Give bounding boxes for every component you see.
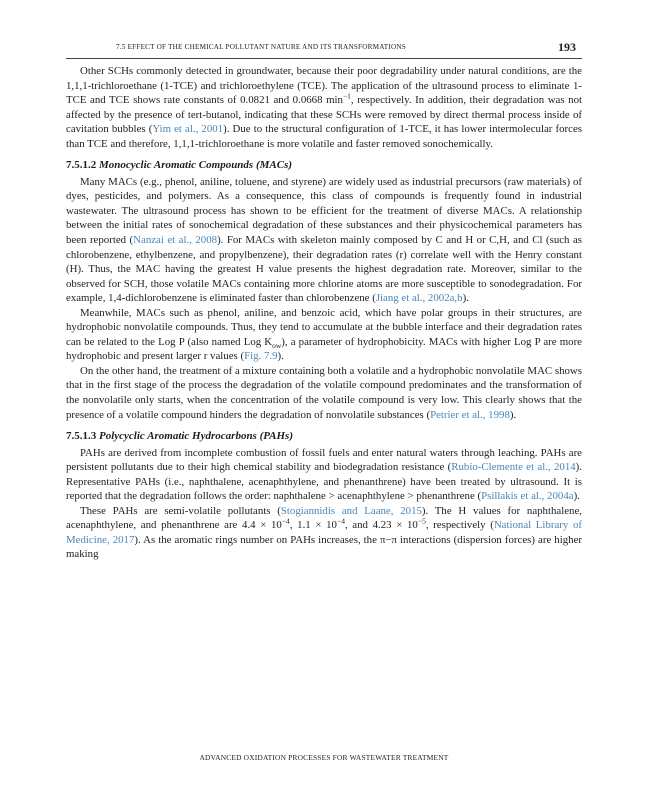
- paragraph-macs-intro: Many MACs (e.g., phenol, aniline, toluene, and styrene) are widely used as industrial precursors (raw materials) of dyes, pesticides, and polymers. As a consequence, this class of compounds is frequently found in industrial wastewater. The ultrasound process has shown to be efficient for the treatment of diverse MACs. A relationship between the initial rates of sonochemical degradation of these substances and their physicochemical parameters has been reported (Nanzai et al., 2008). For MACs with skeleton mainly composed by C and H or C,H, and Cl (such as chlorobenzene, ethylbenzene, and propylbenzene), their degradation rates (r) correlate well with the Henry constant (H). Thus, the MAC having the greatest H value presents the highest degradation rate. Moreover, similar to the observed for SCH, those volatile MACs containing more chlorine atoms are more susceptible to sonodegradation. For example, 1,4-dichlorobenzene is eliminated faster than chlorobenzene (Jiang et al., 2002a,b).: [66, 175, 582, 305]
- running-head: 7.5 EFFECT OF THE CHEMICAL POLLUTANT NATURE AND ITS TRANSFORMATIONS: [116, 43, 406, 51]
- citation-link[interactable]: Nanzai et al., 2008: [133, 233, 218, 246]
- paragraph-tce: Other SCHs commonly detected in groundwater, because their poor degradability under natural conditions, are the 1,1,1-trichloroethane (1-TCE) and trichloroethylene (TCE). The application of the ultrasound process to eliminate 1-TCE and TCE shows rate constants of 0.0821 and 0.0668 $\min^{-1}$, respectively. In addition, their degradation was not affected by the presence of tert-butanol, indicating that these SCHs were removed by direct thermal process inside of cavitation bubbles (Yim et al., 2001). Due to the structural configuration of 1-TCE, it has lower intermolecular forces than TCE and therefore, 1,1,1-trichloroethane is more volatile and faster removed sonochemically.: [66, 65, 583, 150]
- figure-link[interactable]: Fig. 7.9: [244, 350, 278, 363]
- citation-link[interactable]: Psillakis et al., 2004a: [481, 490, 574, 503]
- section-heading-macs: 7.5.1.2 Monocyclic Aromatic Compounds (MACs): [66, 159, 293, 172]
- page-number: 193: [558, 40, 576, 54]
- paragraph-macs-mixture: On the other hand, the treatment of a mixture containing both a volatile and a hydrophobic nonvolatile MAC shows that in the first stage of the process the degradation of the volatile compound predominates and the transformation of the nonvolatile only starts, when the concentration of the volatile compound is very low. This clearly shows that the presence of a volatile compound hinders the degradation of nonvolatile substances (Petrier et al., 1998).: [66, 364, 582, 421]
- citation-link[interactable]: Petrier et al., 1998: [430, 408, 510, 421]
- page-body: [66, 64, 582, 562]
- citation-link[interactable]: Stogiannidis and Laane, 2015: [280, 504, 422, 517]
- paragraph-pahs-volatility: These PAHs are semi-volatile pollutants (Stogiannidis and Laane, 2015). The H values for naphthalene, acenaphthylene, and phenanthrene are $4.4 \times 10^{-4}$, $1.1 \times 10^{-4}$, and $4.23 \times 10^{-5}$, respectively (National Library of Medicine, 2017). As the aromatic rings number on PAHs increases, the π−π interactions (dispersion forces) are higher making: [66, 504, 583, 561]
- running-footer: ADVANCED OXIDATION PROCESSES FOR WASTEWATER TREATMENT: [199, 753, 449, 762]
- section-heading-pahs: 7.5.1.3 Polycyclic Aromatic Hydrocarbons (PAHs): [66, 430, 293, 443]
- page-header: [66, 40, 582, 56]
- citation-link[interactable]: Rubio-Clemente et al., 2014: [451, 461, 576, 474]
- header-rule: [66, 58, 582, 59]
- paragraph-pahs-intro: PAHs are derived from incomplete combustion of fossil fuels and enter natural waters through leaching. PAHs are persistent pollutants due to their high chemical stability and biodegradation resistance (Rubio-Clemente et al., 2014). Representative PAHs (i.e., naphthalene, acenaphthylene, and phenanthrene) have been treated by ultrasound. It is reported that the degradation follows the order: naphthalene > acenaphthylene > phenanthrene (Psillakis et al., 2004a).: [66, 446, 582, 503]
- citation-link[interactable]: National Library of Medicine, 2017: [66, 519, 583, 546]
- citation-link[interactable]: Yim et al., 2001: [152, 123, 224, 136]
- paragraph-macs-polar: Meanwhile, MACs such as phenol, aniline, and benzoic acid, which have polar groups in their structures, are hydrophobic nonvolatile compounds. Thus, they tend to accumulate at the bubble interface and their degradation rates can be related to the Log P (also named Log $K_{ow}$), a parameter of hydrophobicity. MACs with higher Log P are more hydrophobic and present larger r values (Fig. 7.9).: [66, 306, 582, 363]
- citation-link[interactable]: Jiang et al., 2002a,b: [375, 292, 463, 305]
